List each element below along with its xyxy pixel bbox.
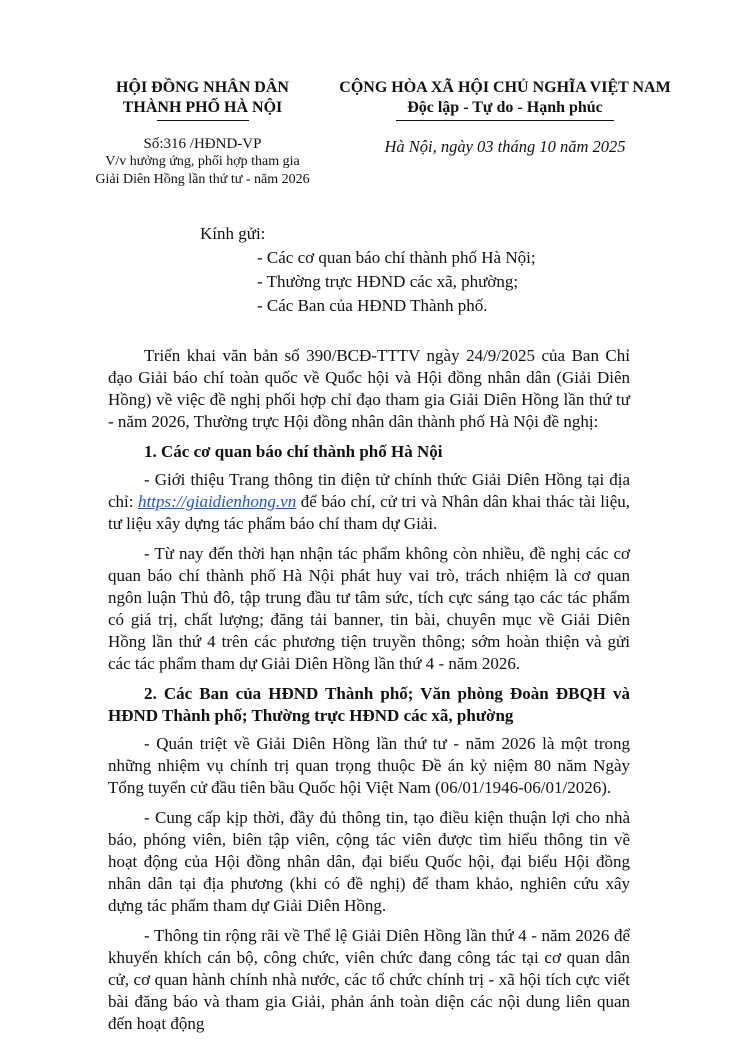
section-2-paragraph-3: - Thông tin rộng rãi về Thể lệ Giải Diên Hồng lần thứ 4 - năm 2026 để khuyến khích cán bộ, công chức, viên chức đang công tác tại cơ quan dân cử, cơ quan hành chính nhà nước, các tổ chức chính trị - xã hội tích cực viết bài đăng báo và tham gia Giải, phản ánh toàn diện các nội dung liên quan đến hoạt động bbox=[108, 926, 630, 1033]
recipients-block bbox=[200, 222, 536, 318]
document-date: Hà Nội, ngày 03 tháng 10 năm 2025 bbox=[384, 137, 626, 156]
motto-underline bbox=[396, 120, 614, 121]
recipient-item: - Thường trực HĐND các xã, phường; bbox=[257, 272, 519, 291]
recipient-item: - Các cơ quan báo chí thành phố Hà Nội; bbox=[257, 248, 536, 267]
issuer-name-line1: HỘI ĐỒNG NHÂN DÂN bbox=[116, 79, 289, 96]
website-link[interactable]: https://giaidienhong.vn bbox=[138, 492, 297, 511]
subject-line2: Giải Diên Hồng lần thứ tư - năm 2026 bbox=[95, 172, 310, 187]
paragraph-text: để báo chí, cử tri và Nhân dân khai thác tài liệu, tư liệu xây dựng tác phẩm báo chí tham dự Giải. bbox=[108, 492, 630, 533]
issuer-name-line2: THÀNH PHỐ HÀ NỘI bbox=[122, 99, 283, 116]
paragraph-text: - Giới thiệu Trang thông tin điện tử chính thức Giải Diên Hồng tại địa chỉ: bbox=[108, 470, 630, 511]
document-body bbox=[108, 345, 630, 1043]
issuer-block bbox=[70, 78, 335, 189]
section-1-paragraph-2: - Từ nay đến thời hạn nhận tác phẩm không còn nhiều, đề nghị các cơ quan báo chí thành phố Hà Nội phát huy vai trò, trách nhiệm là cơ quan ngôn luận Thủ đô, tập trung đầu tư tâm sức, tích cực sáng tạo các tác phẩm có giá trị, chất lượng; đăng tải banner, tin bài, chuyên mục về Giải Diên Hồng lần thứ 4 trên các phương tiện truyền thông; sớm hoàn thiện và gửi các tác phẩm tham dự Giải Diên Hồng lần thứ 4 - năm 2026. bbox=[108, 544, 630, 673]
national-motto: Độc lập - Tự do - Hạnh phúc bbox=[407, 99, 603, 116]
recipients-label: Kính gửi: bbox=[200, 224, 266, 243]
section-1-paragraph-1 bbox=[108, 469, 630, 535]
national-heading-block bbox=[335, 78, 675, 157]
section-2-paragraph-2: - Cung cấp kịp thời, đầy đủ thông tin, tạo điều kiện thuận lợi cho nhà báo, phóng viên, biên tập viên, cộng tác viên được tìm hiểu thông tin về hoạt động của Hội đồng nhân dân, đại biểu Quốc hội, đại biểu Hội đồng nhân dân tại địa phương (khi có đề nghị) để tham khảo, nghiên cứu xây dựng tác phẩm tham dự Giải Diên Hồng. bbox=[108, 808, 630, 915]
recipient-item: - Các Ban của HĐND Thành phố. bbox=[257, 296, 488, 315]
subject-line1: V/v hưởng ứng, phối hợp tham gia bbox=[105, 154, 300, 169]
intro-paragraph: Triển khai văn bản số 390/BCĐ-TTTV ngày 24/9/2025 của Ban Chỉ đạo Giải báo chí toàn quốc về Quốc hội và Hội đồng nhân dân (Giải Diên Hồng) về việc đề nghị phối hợp chỉ đạo tham gia Giải Diên Hồng lần thứ tư - năm 2026, Thường trực Hội đồng nhân dân thành phố Hà Nội đề nghị: bbox=[108, 346, 630, 431]
section-1-heading: 1. Các cơ quan báo chí thành phố Hà Nội bbox=[144, 442, 443, 461]
section-2-heading: 2. Các Ban của HĐND Thành phố; Văn phòng Đoàn ĐBQH và HĐND Thành phố; Thường trực HĐND các xã, phường bbox=[108, 684, 630, 725]
country-name: CỘNG HÒA XÃ HỘI CHỦ NGHĨA VIỆT NAM bbox=[339, 79, 671, 96]
document-number: Số:316 /HĐND-VP bbox=[143, 136, 262, 152]
section-2-paragraph-1: - Quán triệt về Giải Diên Hồng lần thứ tư - năm 2026 là một trong những nhiệm vụ chính trị quan trọng thuộc Đề án kỷ niệm 80 năm Ngày Tổng tuyển cử đầu tiên bầu Quốc hội Việt Nam (06/01/1946-06/01/2026). bbox=[108, 734, 630, 797]
issuer-underline bbox=[157, 120, 249, 121]
